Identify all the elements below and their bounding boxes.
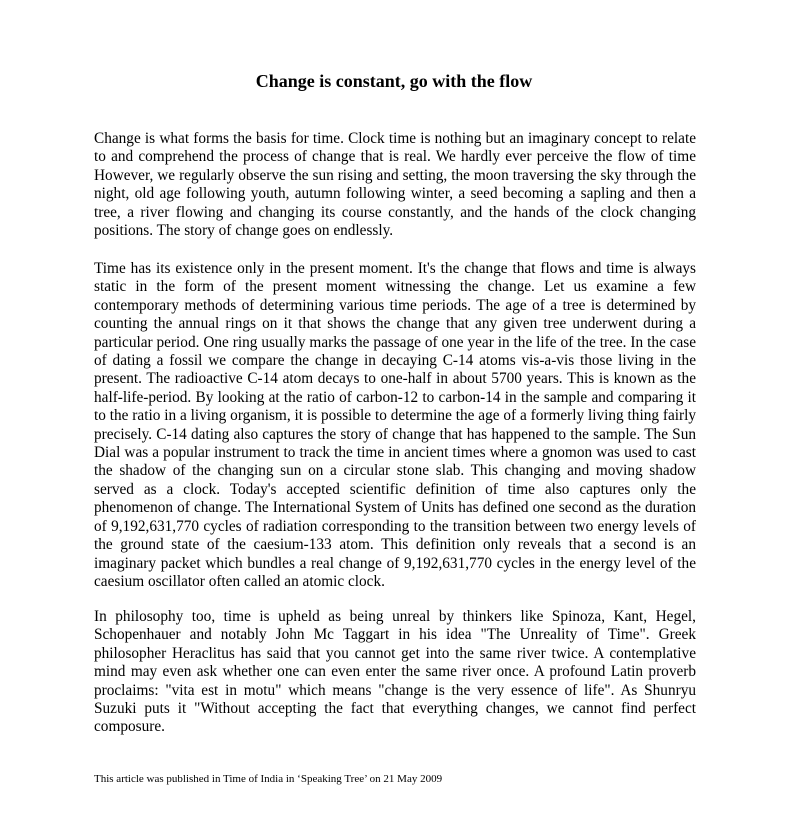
page-title: Change is constant, go with the flow (255, 71, 533, 91)
publication-note: This article was published in Time of India in ‘Speaking Tree’ on 21 May 2009 (94, 773, 443, 785)
paragraph-1: Change is what forms the basis for time. Clock time is nothing but an imaginary concept to relate to and comprehend the process of change that is real. We hardly ever perceive the flow of time However, we regularly observe the sun rising and setting, the moon traversing the sky through the night, old age following youth, autumn following winter, a seed becoming a sapling and then a tree, a river flowing and changing its course constantly, and the hands of the clock changing positions. The story of change goes on endlessly. (94, 130, 696, 240)
paragraph-2: Time has its existence only in the present moment. It's the change that flows and time is always static in the form of the present moment witnessing the change. Let us examine a few contemporary methods of determining various time periods. The age of a tree is determined by counting the annual rings on it that shows the change that any given tree underwent during a particular period. One ring usually marks the passage of one year in the life of the tree. In the case of dating a fossil we compare the change in decaying C-14 atoms vis-a-vis those living in the present. The radioactive C-14 atom decays to one-half in about 5700 years. This is known as the half-life-period. By looking at the ratio of carbon-12 to carbon-14 in the sample and comparing it to the ratio in a living organism, it is possible to determine the age of a formerly living thing fairly precisely. C-14 dating also captures the story of change that has happened to the sample. The Sun Dial was a popular instrument to track the time in ancient times where a gnomon was used to cast the shadow of the changing sun on a circular stone slab. This changing and moving shadow served as a clock. Today's accepted scientific definition of time also captures only the phenomenon of change. The International System of Units has defined one second as the duration of 9,192,631,770 cycles of radiation corresponding to the transition between two energy levels of the ground state of the caesium-133 atom. This definition only reveals that a second is an imaginary packet which bundles a real change of 9,192,631,770 cycles in the energy level of the caesium oscillator often called an atomic clock. (94, 260, 696, 590)
paragraph-3: In philosophy too, time is upheld as being unreal by thinkers like Spinoza, Kant, Hegel, Schopenhauer and notably John Mc Taggart in his idea "The Unreality of Time". Greek philosopher Heraclitus has said that you cannot get into the same river twice. A contemplative mind may even ask whether one can even enter the same river once. A profound Latin proverb proclaims: "vita est in motu" which means "change is the very essence of life". As Shunryu Suzuki puts it "Without accepting the fact that everything changes, we cannot find perfect composure. (94, 608, 696, 736)
